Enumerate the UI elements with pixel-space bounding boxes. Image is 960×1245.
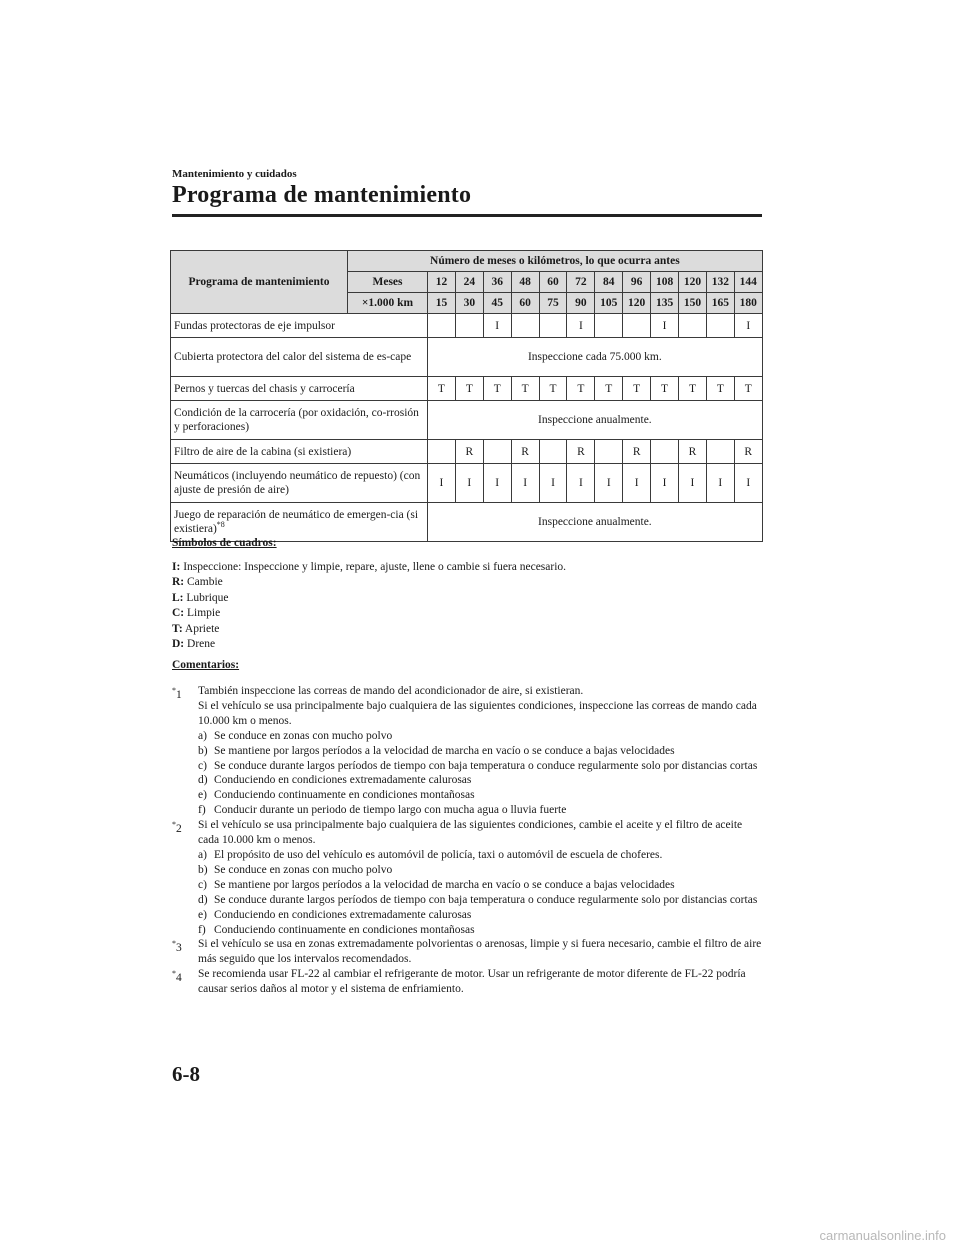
schedule-cell	[706, 314, 734, 338]
schedule-cell: T	[483, 377, 511, 401]
schedule-cell	[651, 440, 679, 464]
note-digit: 3	[176, 942, 182, 955]
km-cell: 165	[706, 293, 734, 314]
schedule-cell: T	[595, 377, 623, 401]
legend-heading: Símbolos de cuadros:	[172, 537, 277, 549]
schedule-cell	[539, 314, 567, 338]
interval-span-header: Número de meses o kilómetros, lo que ocurra antes	[348, 251, 763, 272]
legend-item	[172, 637, 566, 652]
table-row	[171, 314, 763, 338]
schedule-cell	[595, 440, 623, 464]
legend-text: Inspeccione: Inspeccione y limpie, repare, ajuste, llene o cambie si fuera necesario.	[180, 561, 567, 573]
note-line: Si el vehículo se usa en zonas extremadamente polvorientas o arenosas, limpie y si fuera necesario, cambie el filtro de aire más seguido que los intervalos recomendados.	[198, 938, 762, 966]
km-cell: 105	[595, 293, 623, 314]
note-subitem	[198, 893, 762, 908]
table-row	[171, 440, 763, 464]
schedule-cell	[428, 440, 456, 464]
schedule-cell: I	[428, 464, 456, 503]
legend-key: R:	[172, 576, 185, 589]
months-cell: 24	[455, 272, 483, 293]
months-cell: 120	[679, 272, 707, 293]
schedule-cell: I	[567, 314, 595, 338]
km-cell: 150	[679, 293, 707, 314]
row-label	[171, 440, 428, 464]
table-row	[171, 464, 763, 503]
schedule-cell	[455, 314, 483, 338]
schedule-cell: T	[567, 377, 595, 401]
table-header-row	[171, 251, 763, 272]
subitem-letter: b)	[198, 744, 208, 757]
note-line: También inspeccione las correas de mando del acondicionador de aire, si existieran.	[198, 685, 584, 697]
legend-key: T:	[172, 622, 183, 635]
row-label-text: Cubierta protectora del calor del sistema de es-cape	[174, 351, 412, 363]
note-line: Si el vehículo se usa principalmente bajo cualquiera de las siguientes condiciones, cambie el aceite y el filtro de aceite cada 10.000 km o menos.	[198, 819, 743, 847]
km-cell: 90	[567, 293, 595, 314]
note-subitem	[198, 744, 762, 759]
comment-note	[172, 967, 762, 997]
note-star: *	[172, 686, 176, 695]
maintenance-table	[170, 250, 763, 542]
schedule-cell: T	[539, 377, 567, 401]
km-cell: 180	[734, 293, 762, 314]
months-cell: 72	[567, 272, 595, 293]
schedule-cell: I	[706, 464, 734, 503]
legend-key: C:	[172, 607, 185, 620]
months-cell: 60	[539, 272, 567, 293]
km-cell: 120	[623, 293, 651, 314]
note-number	[172, 818, 182, 837]
legend-text: Cambie	[184, 576, 223, 589]
legend-text: Lubrique	[183, 591, 229, 604]
schedule-cell	[539, 440, 567, 464]
legend-text: Drene	[184, 638, 216, 651]
row-label-text: Fundas protectoras de eje impulsor	[174, 319, 335, 332]
schedule-cell: I	[455, 464, 483, 503]
table-row	[171, 401, 763, 440]
schedule-cell: R	[679, 440, 707, 464]
subitem-letter: a)	[198, 848, 207, 861]
schedule-cell: T	[623, 377, 651, 401]
table-row	[171, 377, 763, 401]
page-number: 6-8	[172, 1062, 200, 1086]
subitem-text: El propósito de uso del vehículo es automóvil de policía, taxi o automóvil de escuela de choferes.	[214, 848, 663, 861]
schedule-cell: R	[734, 440, 762, 464]
row-note: Inspeccione anualmente.	[428, 401, 763, 440]
subitem-letter: e)	[198, 789, 207, 802]
comment-note	[172, 684, 762, 818]
months-cell: 144	[734, 272, 762, 293]
schedule-cell: T	[511, 377, 539, 401]
note-subitem	[198, 863, 762, 878]
schedule-cell	[679, 314, 707, 338]
schedule-cell	[595, 314, 623, 338]
table-row	[171, 338, 763, 377]
schedule-cell: T	[651, 377, 679, 401]
months-cell: 12	[428, 272, 456, 293]
legend-item	[172, 591, 566, 606]
schedule-cell: I	[734, 314, 762, 338]
legend-item	[172, 622, 566, 637]
note-subitem	[198, 908, 762, 923]
subitem-text: Se conduce durante largos períodos de tiempo con baja temperatura o conduce regularmente solo por distancias cortas	[214, 759, 758, 772]
legend-key: D:	[172, 638, 185, 651]
subitem-letter: f)	[198, 804, 206, 817]
row-label-text: Condición de la carrocería (por oxidación, co-rrosión y perforaciones)	[174, 407, 419, 433]
note-number	[172, 937, 182, 956]
row-label	[171, 464, 428, 503]
schedule-cell: I	[679, 464, 707, 503]
schedule-cell	[623, 314, 651, 338]
months-cell: 108	[651, 272, 679, 293]
km-label: ×1.000 km	[348, 293, 428, 314]
legend-key: I:	[172, 561, 181, 573]
note-digit: 2	[176, 822, 182, 835]
schedule-cell: I	[539, 464, 567, 503]
km-cell: 15	[428, 293, 456, 314]
schedule-cell: I	[651, 464, 679, 503]
schedule-cell: T	[679, 377, 707, 401]
note-subitem	[198, 878, 762, 893]
subitem-text: Conduciendo continuamente en condiciones montañosas	[214, 789, 475, 802]
subitem-text: Se conduce durante largos períodos de tiempo con baja temperatura o conduce regularmente solo por distancias cortas	[214, 893, 758, 906]
row-label-text: Juego de reparación de neumático de emergen-cia (si existiera)	[174, 509, 419, 535]
section-label: Mantenimiento y cuidados	[172, 168, 297, 180]
note-subitem	[198, 759, 762, 774]
note-line: Si el vehículo se usa principalmente bajo cualquiera de las siguientes condiciones, inspeccione las correas de mando cada 10.000 km o menos.	[198, 699, 757, 727]
subitem-letter: d)	[198, 893, 208, 906]
subitem-text: Se conduce en zonas con mucho polvo	[214, 863, 393, 876]
months-label: Meses	[348, 272, 428, 293]
subitem-text: Conducir durante un periodo de tiempo largo con mucha agua o lluvia fuerte	[214, 804, 567, 817]
legend-key: L:	[172, 591, 184, 604]
note-digit: 4	[176, 972, 182, 985]
schedule-cell: T	[455, 377, 483, 401]
note-subitem	[198, 788, 762, 803]
km-cell: 45	[483, 293, 511, 314]
title-rule	[172, 214, 762, 217]
watermark: carmanualsonline.info	[819, 1228, 946, 1243]
note-star: *	[172, 939, 176, 949]
schedule-cell: R	[567, 440, 595, 464]
schedule-cell: R	[623, 440, 651, 464]
note-subitem	[198, 803, 762, 818]
legend-list	[172, 560, 566, 652]
schedule-cell: I	[511, 464, 539, 503]
schedule-cell: R	[511, 440, 539, 464]
schedule-cell	[483, 440, 511, 464]
months-cell: 132	[706, 272, 734, 293]
km-cell: 30	[455, 293, 483, 314]
legend-item	[172, 560, 566, 575]
subitem-text: Se conduce en zonas con mucho polvo	[214, 729, 393, 742]
note-number	[172, 684, 182, 703]
note-subitem	[198, 923, 762, 938]
km-cell: 60	[511, 293, 539, 314]
note-subitem	[198, 848, 762, 863]
note-subitem	[198, 729, 762, 744]
row-note: Inspeccione cada 75.000 km.	[428, 338, 763, 377]
km-cell: 75	[539, 293, 567, 314]
subitem-text: Se mantiene por largos períodos a la velocidad de marcha en vacío o se conduce a bajas velocidades	[214, 744, 675, 757]
legend-text: Limpie	[184, 607, 221, 620]
subitem-letter: e)	[198, 908, 207, 921]
footnote-ref: *8	[216, 520, 225, 530]
comment-note	[172, 937, 762, 967]
comment-note	[172, 818, 762, 937]
schedule-cell: I	[734, 464, 762, 503]
schedule-cell: I	[483, 464, 511, 503]
km-cell: 135	[651, 293, 679, 314]
subitem-letter: c)	[198, 878, 207, 891]
row-label-text: Neumáticos (incluyendo neumático de repuesto) (con ajuste de presión de aire)	[174, 470, 421, 496]
schedule-cell: T	[706, 377, 734, 401]
table-corner-header: Programa de mantenimiento	[171, 251, 348, 314]
schedule-cell	[706, 440, 734, 464]
table-row	[171, 503, 763, 542]
subitem-letter: f)	[198, 923, 206, 936]
schedule-cell: I	[651, 314, 679, 338]
subitem-text: Se mantiene por largos períodos a la velocidad de marcha en vacío o se conduce a bajas velocidades	[214, 878, 675, 891]
schedule-cell	[428, 314, 456, 338]
row-note: Inspeccione anualmente.	[428, 503, 763, 542]
subitem-letter: b)	[198, 863, 208, 876]
row-label-text: Filtro de aire de la cabina (si existiera)	[174, 445, 352, 458]
schedule-cell: I	[567, 464, 595, 503]
schedule-cell: T	[428, 377, 456, 401]
row-label-text: Pernos y tuercas del chasis y carrocería	[174, 382, 355, 395]
subitem-letter: a)	[198, 729, 207, 742]
legend-item	[172, 575, 566, 590]
schedule-cell: I	[483, 314, 511, 338]
schedule-cell: I	[623, 464, 651, 503]
note-digit: 1	[176, 688, 182, 701]
legend-text: Apriete	[182, 622, 220, 635]
row-label	[171, 314, 428, 338]
schedule-cell: I	[595, 464, 623, 503]
note-number	[172, 967, 182, 986]
schedule-cell: R	[455, 440, 483, 464]
subitem-letter: c)	[198, 759, 207, 772]
row-label	[171, 503, 428, 542]
comments-heading: Comentarios:	[172, 659, 240, 671]
subitem-text: Conduciendo en condiciones extremadamente calurosas	[214, 908, 472, 921]
row-label	[171, 338, 428, 377]
legend-item	[172, 606, 566, 621]
schedule-cell	[511, 314, 539, 338]
row-label	[171, 401, 428, 440]
months-cell: 96	[623, 272, 651, 293]
subitem-text: Conduciendo en condiciones extremadamente calurosas	[214, 774, 472, 787]
note-star: *	[172, 820, 176, 830]
subitem-letter: d)	[198, 774, 208, 787]
months-cell: 36	[483, 272, 511, 293]
note-subitem	[198, 773, 762, 788]
page-title: Programa de mantenimiento	[172, 182, 472, 208]
subitem-text: Conduciendo continuamente en condiciones montañosas	[214, 923, 475, 936]
months-cell: 84	[595, 272, 623, 293]
row-label	[171, 377, 428, 401]
comments-list	[172, 684, 762, 997]
months-cell: 48	[511, 272, 539, 293]
note-star: *	[172, 969, 176, 979]
schedule-cell: T	[734, 377, 762, 401]
note-line: Se recomienda usar FL-22 al cambiar el refrigerante de motor. Usar un refrigerante de motor diferente de FL-22 podría causar serios daños al motor y el sistema de enfriamiento.	[198, 968, 746, 996]
